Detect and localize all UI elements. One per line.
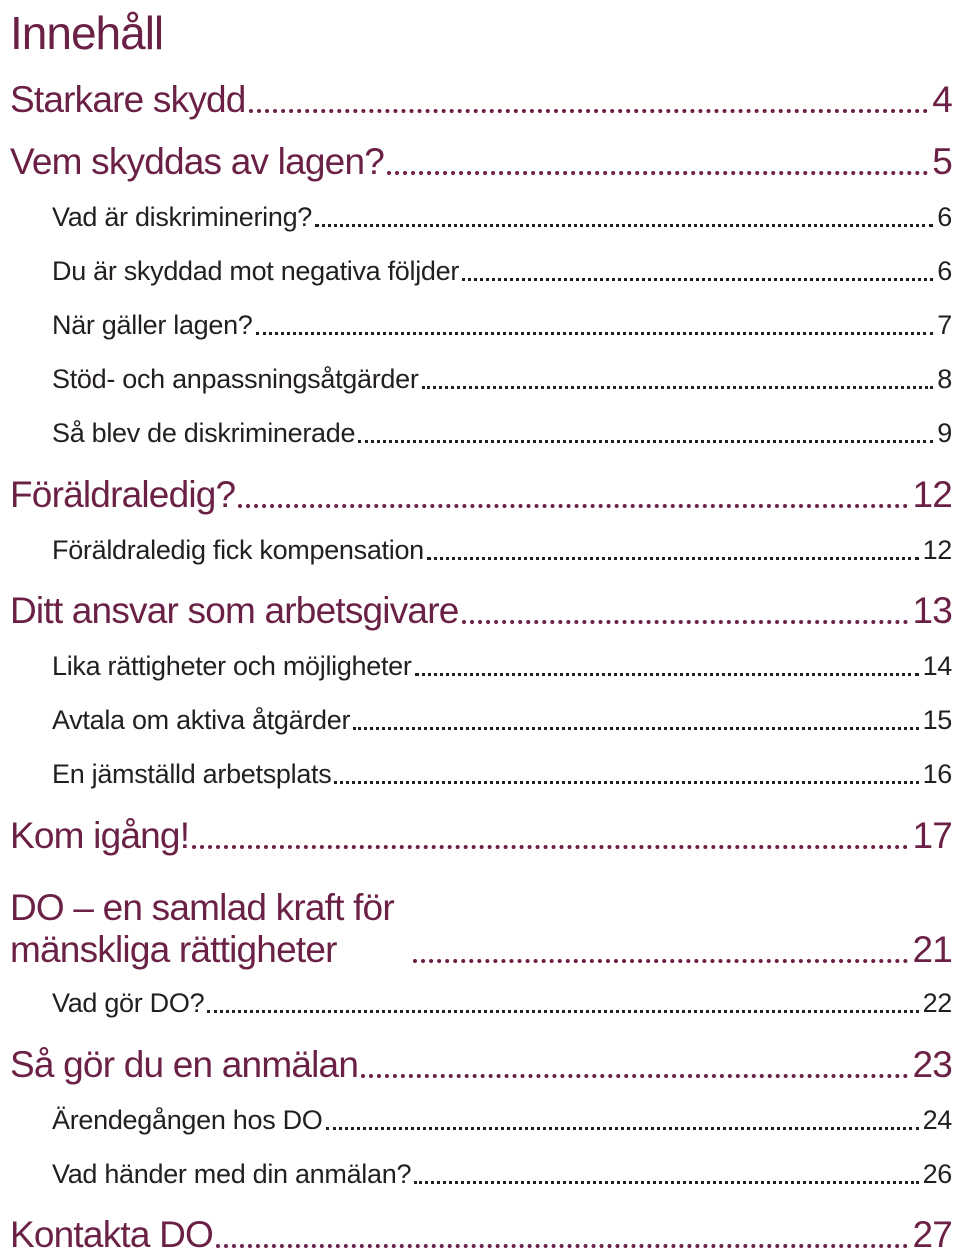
toc-entry-kontakta-do[interactable] xyxy=(10,1210,952,1256)
dot-leader xyxy=(414,1181,918,1184)
toc-entry-title: Föräldraledig? xyxy=(10,474,236,515)
toc-entry-vad-hander-anmalan[interactable] xyxy=(52,1156,952,1190)
toc-entry-starkare-skydd[interactable] xyxy=(10,75,952,121)
toc-entry-page: 5 xyxy=(932,141,952,182)
toc-entry-lika-rattigheter[interactable] xyxy=(52,648,952,682)
toc-entry-title: En jämställd arbetsplats xyxy=(52,759,332,789)
toc-entry-vem-skyddas[interactable] xyxy=(10,137,952,183)
toc-entry-page: 12 xyxy=(922,535,952,565)
toc-entry-page: 12 xyxy=(912,474,952,515)
toc-entry-arendegangen[interactable] xyxy=(52,1102,952,1136)
toc-entry-title: När gäller lagen? xyxy=(52,310,253,340)
toc-entry-page: 7 xyxy=(937,310,952,340)
dot-leader xyxy=(427,557,919,560)
dot-leader xyxy=(415,673,919,676)
dot-leader xyxy=(315,224,933,227)
toc-entry-negativa-foljder[interactable] xyxy=(52,253,952,287)
toc-entry-page: 6 xyxy=(937,202,952,232)
toc-entry-page: 15 xyxy=(922,705,952,735)
toc-entry-foraldraledig-kompensation[interactable] xyxy=(52,532,952,566)
toc-entry-title: Vad gör DO? xyxy=(52,988,205,1018)
toc-entry-page: 26 xyxy=(922,1159,952,1189)
toc-entry-sa-gor-du-anmalan[interactable] xyxy=(10,1040,952,1086)
toc-entry-title: Vad är diskriminering? xyxy=(52,202,313,232)
toc-entry-title: Ärendegången hos DO xyxy=(52,1105,323,1135)
dot-leader xyxy=(216,1244,908,1248)
toc-entry-title: Du är skyddad mot negativa följder xyxy=(52,256,460,286)
toc-entry-page: 13 xyxy=(912,590,952,631)
toc-entry-title: Ditt ansvar som arbetsgivare xyxy=(10,590,459,631)
dot-leader xyxy=(361,1074,908,1078)
toc-entry-page: 27 xyxy=(912,1214,952,1255)
toc-entry-page: 14 xyxy=(922,651,952,681)
dot-leader xyxy=(422,386,934,389)
dot-leader xyxy=(192,845,908,849)
dot-leader xyxy=(256,332,934,335)
toc-entry-page: 17 xyxy=(912,815,952,856)
page-title: Innehåll xyxy=(10,7,164,59)
toc-entry-title: Kom igång! xyxy=(10,815,190,856)
toc-entry-ditt-ansvar[interactable] xyxy=(10,586,952,632)
dot-leader xyxy=(238,504,908,508)
dot-leader xyxy=(326,1127,919,1130)
dot-leader xyxy=(353,727,918,730)
toc-entry-page: 9 xyxy=(937,418,952,448)
toc-entry-page: 4 xyxy=(932,79,952,120)
toc-entry-title: DO – en samlad kraft för mänskliga rättigheter xyxy=(10,887,394,970)
toc-entry-foraldraledig[interactable] xyxy=(10,470,952,516)
toc-entry-page: 23 xyxy=(912,1044,952,1085)
toc-entry-title: Kontakta DO xyxy=(10,1214,214,1255)
toc-entry-title: Så gör du en anmälan xyxy=(10,1044,359,1085)
dot-leader xyxy=(358,440,933,443)
toc-entry-page: 8 xyxy=(937,364,952,394)
toc-entry-do-samlad-kraft[interactable] xyxy=(10,875,952,971)
toc-entry-title: Stöd- och anpassningsåtgärder xyxy=(52,364,419,394)
dot-leader xyxy=(334,781,918,784)
dot-leader xyxy=(462,620,909,624)
toc-entry-stod-anpassning[interactable] xyxy=(52,361,952,395)
toc-entry-title: Vad händer med din anmälan? xyxy=(52,1159,412,1189)
toc-entry-page: 24 xyxy=(922,1105,952,1135)
toc-entry-title: Starkare skydd xyxy=(10,79,246,120)
toc-entry-title: Så blev de diskriminerade xyxy=(52,418,356,448)
toc-entry-vad-gor-do[interactable] xyxy=(52,985,952,1019)
toc-entry-sa-blev-de[interactable] xyxy=(52,415,952,449)
toc-entry-title: Vem skyddas av lagen? xyxy=(10,141,384,182)
toc-entry-vad-ar-diskriminering[interactable] xyxy=(52,199,952,233)
toc-entry-kom-igang[interactable] xyxy=(10,811,952,857)
toc-entry-avtala-aktiva-atgarder[interactable] xyxy=(52,702,952,736)
toc-entry-title: Avtala om aktiva åtgärder xyxy=(52,705,351,735)
toc-entry-page: 22 xyxy=(922,988,952,1018)
dot-leader xyxy=(387,171,928,175)
dot-leader xyxy=(462,278,933,281)
dot-leader xyxy=(413,959,908,963)
toc-entry-page: 6 xyxy=(937,256,952,286)
dot-leader xyxy=(249,109,929,113)
toc-entry-page: 16 xyxy=(922,759,952,789)
toc-entry-jamstalld-arbetsplats[interactable] xyxy=(52,756,952,790)
toc-entry-title: Föräldraledig fick kompensation xyxy=(52,535,424,565)
toc-entry-title: Lika rättigheter och möjligheter xyxy=(52,651,412,681)
dot-leader xyxy=(207,1010,918,1013)
toc-entry-page: 21 xyxy=(912,929,952,970)
toc-entry-nar-galler-lagen[interactable] xyxy=(52,307,952,341)
